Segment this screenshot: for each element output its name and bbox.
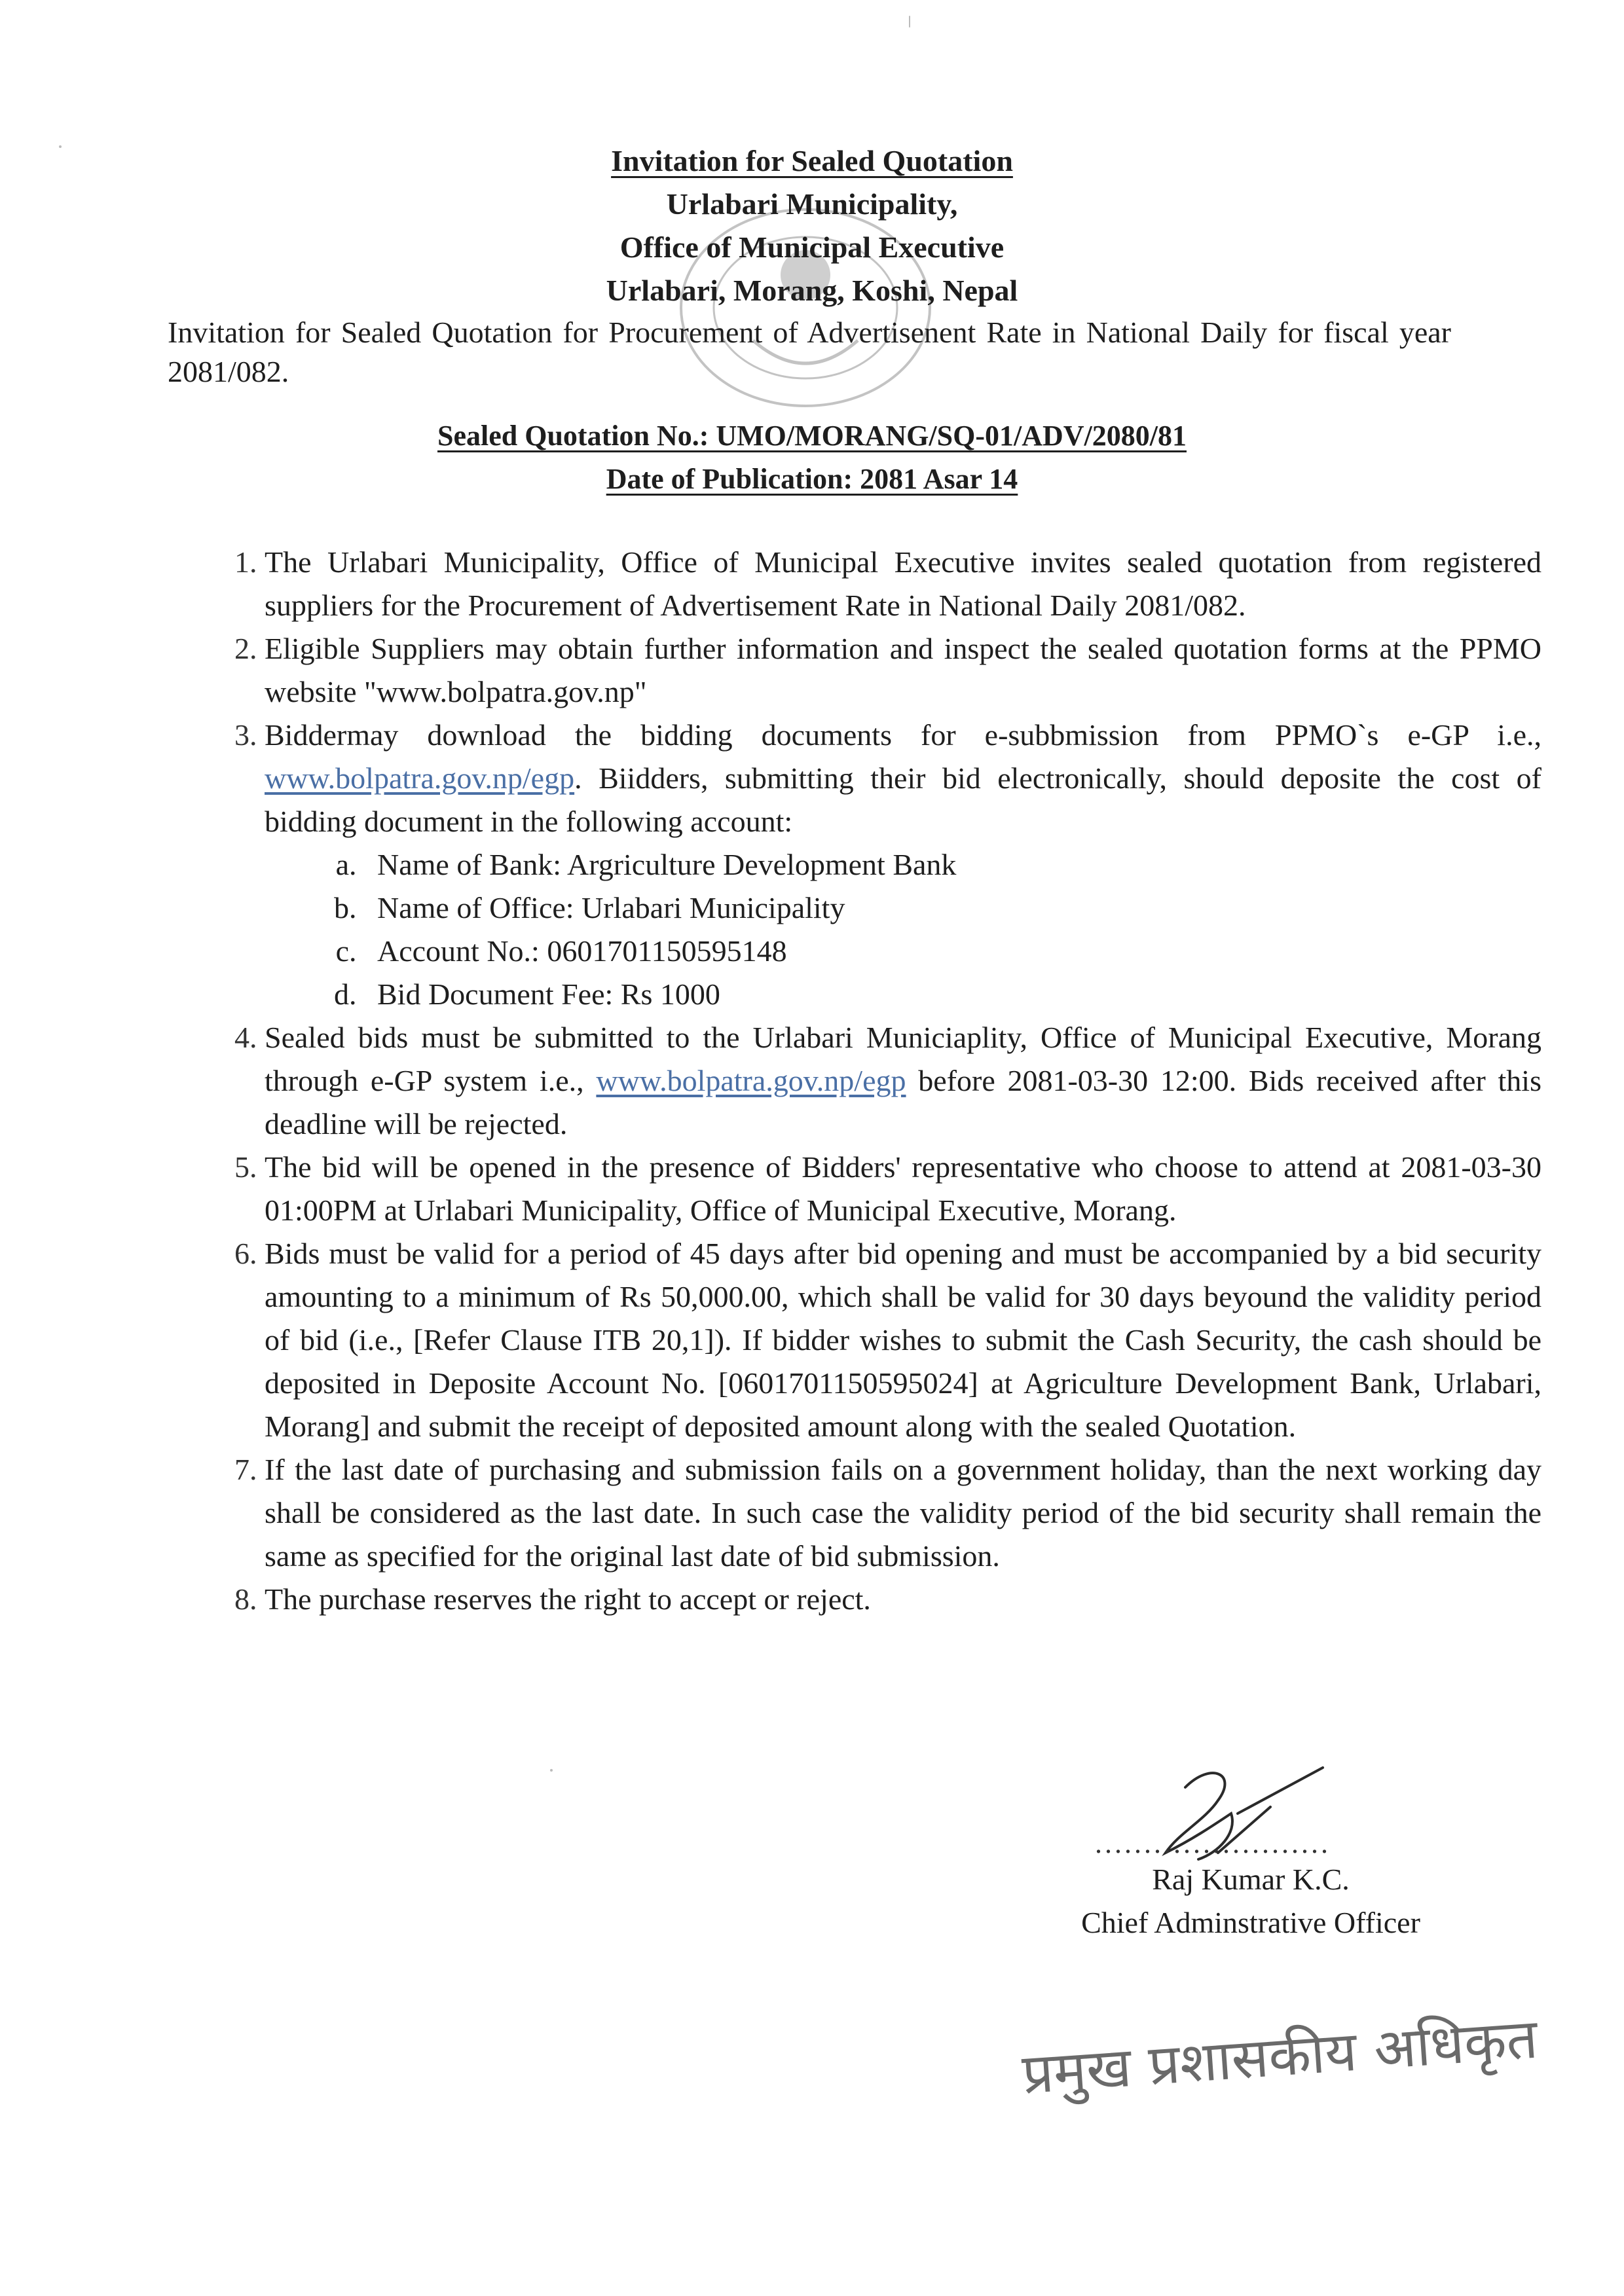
list-item: 2. Eligible Suppliers may obtain further information and inspect the sealed quotation forms at the PPMO website "www.bolpatra.gov.np" xyxy=(265,627,1541,714)
notice-title: Invitation for Sealed Quotation xyxy=(611,144,1013,177)
egp-link[interactable]: www.bolpatra.gov.np/egp xyxy=(596,1064,906,1097)
terms-list xyxy=(169,541,1541,1621)
officer-stamp: प्रमुख प्रशासकीय अधिकृत xyxy=(1020,2006,1540,2107)
list-item: a. Name of Bank: Argriculture Development Bank xyxy=(364,843,1541,886)
scan-mark xyxy=(909,16,910,27)
list-item: 8. The purchase reserves the right to accept or reject. xyxy=(265,1578,1541,1621)
account-details-list xyxy=(265,843,1541,1016)
list-item: 7. If the last date of purchasing and submission fails on a government holiday, than the next working day shall be considered as the last date. In such case the validity period of the bid security shall remain the same as specified for the original last date of bid submission. xyxy=(265,1448,1541,1578)
list-item: 3. Biddermay download the bidding documents for e-subbmission from PPMO`s e-GP i.e., www.bolpatra.gov.np/egp. Biidders, submitting their bid electronically, should deposite the cost of bidding document in the following account: a. Name of Bank: Argriculture Development Bank b. Name of Office: Urlabari Municipality c. Account No.: 0601701150595148 d. Bid Document Fee: Rs 1000 xyxy=(265,714,1541,1016)
list-item: c. Account No.: 0601701150595148 xyxy=(364,930,1541,973)
list-item: b. Name of Office: Urlabari Municipality xyxy=(364,886,1541,930)
scan-speck xyxy=(550,1769,553,1772)
list-item: 6. Bids must be valid for a period of 45 days after bid opening and must be accompanied by a bid security amounting to a minimum of Rs 50,000.00, which shall be valid for 30 days beyound the validity period of bid (i.e., [Refer Clause ITB 20,1]). If bidder wishes to submit the Cash Security, the cash should be deposited in Deposite Account No. [0601701150595024] at Agriculture Development Bank, Urlabari, Morang] and submit the receipt of deposited amount along with the sealed Quotation. xyxy=(265,1232,1541,1448)
municipality-name: Urlabari Municipality, xyxy=(666,187,958,221)
egp-link[interactable]: www.bolpatra.gov.np/egp xyxy=(265,761,575,795)
signatory-title: Chief Adminstrative Officer xyxy=(1081,1906,1420,1939)
signature-line: ........................ xyxy=(1095,1827,1331,1859)
list-item: d. Bid Document Fee: Rs 1000 xyxy=(364,973,1541,1016)
list-item: 4. Sealed bids must be submitted to the Urlabari Municiaplity, Office of Municipal Executive, Morang through e-GP system i.e., www.bolpatra.gov.np/egp before 2081-03-30 12:00. Bids received after this deadline will be rejected. xyxy=(265,1016,1541,1146)
list-item: 5. The bid will be opened in the presence of Bidders' representative who choose to attend at 2081-03-30 01:00PM at Urlabari Municipality, Office of Municipal Executive, Morang. xyxy=(265,1146,1541,1232)
publication-date: Date of Publication: 2081 Asar 14 xyxy=(606,463,1018,495)
quotation-number: Sealed Quotation No.: UMO/MORANG/SQ-01/ADV/2080/81 xyxy=(437,420,1187,452)
office-address: Urlabari, Morang, Koshi, Nepal xyxy=(606,274,1018,307)
intro-paragraph: Invitation for Sealed Quotation for Procurement of Advertisenent Rate in National Daily for fiscal year 2081/082. xyxy=(168,316,1451,388)
office-name: Office of Municipal Executive xyxy=(619,230,1005,264)
list-item: 1. The Urlabari Municipality, Office of Municipal Executive invites sealed quotation from registered suppliers for the Procurement of Advertisement Rate in National Daily 2081/082. xyxy=(265,541,1541,627)
signatory-name: Raj Kumar K.C. xyxy=(1152,1863,1350,1896)
